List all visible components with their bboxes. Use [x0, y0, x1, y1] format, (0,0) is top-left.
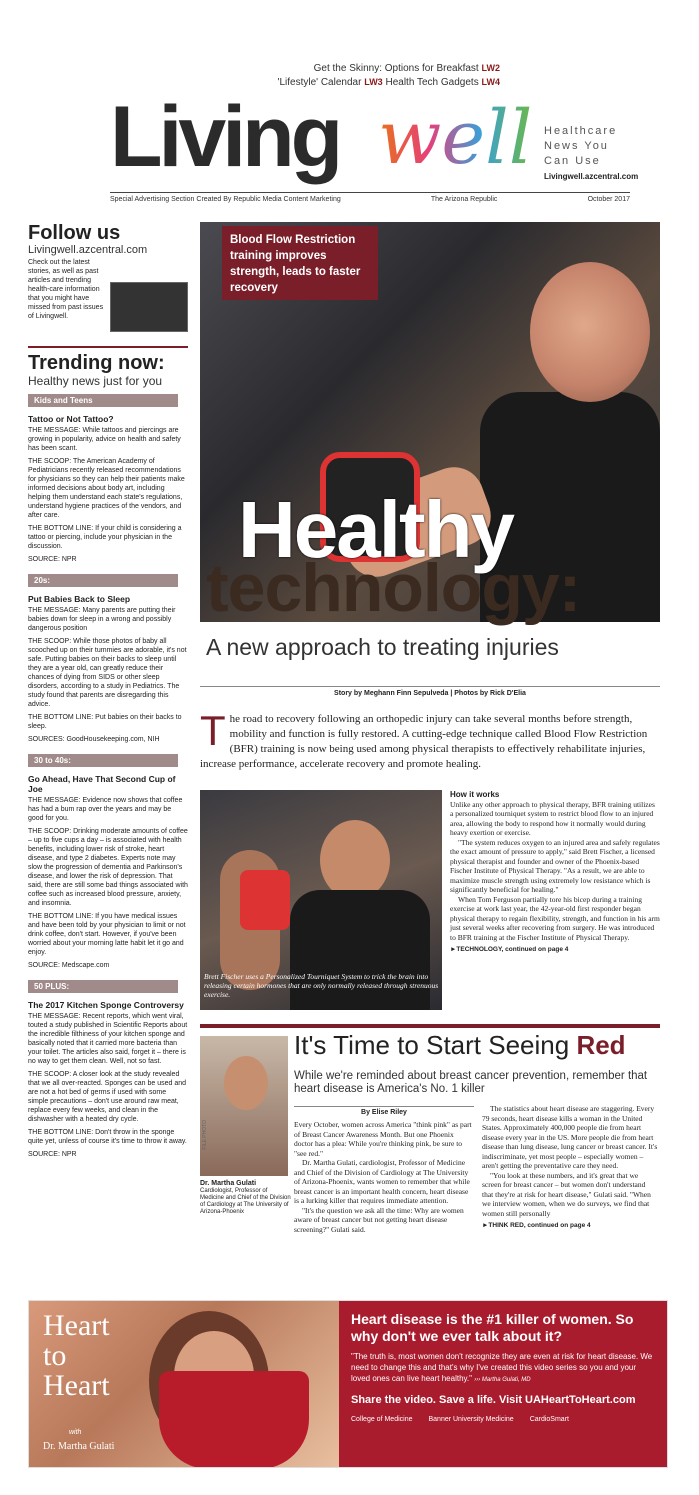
section-tag: 50 PLUS:	[28, 980, 178, 993]
section-source: SOURCE: NPR	[28, 556, 77, 563]
trending-section	[28, 568, 188, 744]
red-headline: It's Time to Start Seeing Red	[294, 1030, 626, 1060]
doctor-photo	[200, 1036, 288, 1176]
hero-face-shape	[530, 262, 650, 402]
technology-continued-link[interactable]: ►TECHNOLOGY, continued on page 4	[450, 946, 569, 953]
logo-living: Living	[110, 89, 340, 185]
red-column-1: Every October, women across America "think pink" as part of Breast Cancer Awareness Month. But one Phoenix doctor has a plea: While you're thinking pink, be sure to "see red." Dr. Martha Gulati, cardiologist, Professor of Medicine and Chief of the Division of Cardiology at The University of Arizona-Phoenix, wants women to remember that while breast cancer is an important health concern, heart disease is a lurking killer that requires immediate attention. "It's the question we ask all the time: Why are women aware of breast cancer but not getting heart disease screening?" Gulati said.	[294, 1120, 472, 1234]
headline-healthy: Healthy	[238, 485, 513, 574]
section-scoop: THE SCOOP: A closer look at the study revealed that we all over-reacted. Sponges can be used and are not a hot bed of germs if used with some simple precautions – don't use around raw meat, replace every few weeks, and clean in the dishwasher with a heated dry cycle.	[28, 1071, 186, 1123]
think-red-continued-link[interactable]: ►THINK RED, continued on page 4	[482, 1222, 591, 1229]
section-source: SOURCE: Medscape.com	[28, 962, 110, 969]
trending-section	[28, 748, 188, 970]
red-column-2: The statistics about heart disease are staggering. Every 79 seconds, heart disease kills a woman in the United States. Approximately 400,000 people die from heart disease every year in the US. More people die from heart disease than lung disease, lung cancer or breast cancer. It's indiscriminate, yet most people – especially women – aren't getting the preventative care they need. "You look at these numbers, and it's great that we screen for breast cancer – but women don't understand that they're at risk for heart disease," Gulati said. "When we interview women, when we do surveys, we find that women still personally ►THINK RED, continued on page 4	[482, 1104, 658, 1229]
trending-section	[28, 974, 188, 1159]
therapist-face-shape	[320, 820, 390, 900]
section-message: THE MESSAGE: While tattoos and piercings are growing in popularity, advice on health and safety has been scant.	[28, 427, 181, 452]
section-source: SOURCE: NPR	[28, 1151, 77, 1158]
how-it-works: How it works Unlike any other approach to physical therapy, BFR training utilizes a personalized tourniquet system to restrict blood flow to an injured area, allowing the body to respond how it normally would during heavy exertion or exercise. "The system reduces oxygen to an injured area and safely regulates the exact amount of pressure to apply," said Brett Fischer, a licensed physical therapist and founder and owner of the Phoenix-based Fischer Institute of Physical Therapy. "As a result, we are able to maximize muscle strength using extremely low resistance which is significantly beneficial for healing." When Tom Ferguson partially tore his bicep during a training exercise at work last year, the 42-year-old first responder began physical therapy to regain flexibility, strength, and function in his arm just several weeks after recovering from surgery. He was introduced to BFR training at the Fischer Institute of Physical Therapy. ►TECHNOLOGY, continued on page 4	[450, 790, 660, 953]
ad-doctor-name: Dr. Martha Gulati	[43, 1441, 115, 1452]
ad-quote: "The truth is, most women don't recognize they are even at risk for heart disease. We need to change this and that's why I've created this video series so you and your loved ones can live heart healthy." ››› Martha Gulati, MD	[351, 1352, 653, 1383]
section-tag: 20s:	[28, 574, 178, 587]
doctor-caption: Dr. Martha Gulati Cardiologist, Professor of Medicine and Chief of the Division of Cardiology at The University of Arizona-Phoenix	[200, 1180, 291, 1215]
trending-title: Trending now:	[28, 352, 165, 374]
section-tag: Kids and Teens	[28, 394, 178, 407]
doctor-face-shape	[224, 1056, 268, 1110]
section-scoop: THE SCOOP: The American Academy of Pediatricians recently released recommendations for physicians so they can help their patients make informed decisions about body art, including helping them understand each state's regulations, understand hygiene practices of the vendors, and after care.	[28, 458, 185, 519]
section-message: THE MESSAGE: Evidence now shows that coffee has had a bum rap over the years and may be good for you.	[28, 797, 183, 822]
section-bottom-line: THE BOTTOM LINE: If you have medical issues and have been told by your physician to limit or not drink coffee, don't start. However, if you've been worried about your morning latte habit let it go and enjoy.	[28, 913, 186, 956]
teaser-line-1[interactable]: Get the Skinny: Options for Breakfast LW2	[313, 63, 500, 74]
masthead-tagline: Healthcare News You Can Use	[544, 125, 618, 167]
follow-site[interactable]: Livingwell.azcentral.com	[28, 244, 148, 256]
follow-text: Check out the latest stories, as well as past articles and trending health-care information that you might have missed from past issues of Livingwell.	[28, 259, 104, 320]
section-title: Go Ahead, Have That Second Cup of Joe	[28, 774, 176, 794]
section-message: THE MESSAGE: Many parents are putting their babies down for sleep in a wrong and possibly dangerous position	[28, 607, 176, 632]
section-tag: 30 to 40s:	[28, 754, 178, 767]
hero-callout: Blood Flow Restriction training improves strength, leads to faster recovery	[222, 226, 378, 300]
trending-sub: Healthy news just for you	[28, 374, 163, 388]
feature-byline: Story by Meghann Finn Sepulveda | Photos by Rick D'Elia	[200, 686, 660, 697]
ad-headline: Heart disease is the #1 killer of women. So why don't we ever talk about it?	[351, 1311, 634, 1344]
ad-cta-link[interactable]: Share the video. Save a life. Visit UAHeartToHeart.com	[351, 1394, 636, 1406]
teaser-line-2[interactable]: 'Lifestyle' Calendar LW3 Health Tech Gadgets LW4	[277, 77, 500, 88]
therapy-caption: Brett Fischer uses a Personalized Tourniquet System to trick the brain into releasing certain hormones that are only normally released through strenuous exercise.	[204, 972, 439, 999]
feature-lead: The road to recovery following an orthopedic injury can take several months before strength, mobility and function is fully restored. A cutting-edge technique called Blood Flow Restriction (BFR) training is now being used among physical therapists to effectively rehabilitate injuries, increase performance, accelerate recovery and promote healing.	[200, 707, 648, 770]
photo-credit: FILE PHOTO	[202, 1120, 208, 1150]
section-source: SOURCES: GoodHousekeeping.com, NIH	[28, 736, 160, 743]
logo-well: well	[378, 95, 533, 181]
section-divider	[200, 1024, 660, 1028]
masthead-strip: Special Advertising Section Created By Republic Media Content Marketing The Arizona Republic October 2017	[110, 192, 630, 203]
section-scoop: THE SCOOP: While those photos of baby all scooched up on their tummies are adorable, it's not safe. Putting babies on their backs to sleep until they are a year old, can greatly reduce their chances of dying from SIDS or other sleep disorders, according to a study in Pediatrics. The study found that parents are disregarding this advice.	[28, 638, 187, 708]
trending-section	[28, 388, 188, 564]
ad-copy	[339, 1301, 668, 1468]
website-thumbnail[interactable]	[110, 282, 188, 332]
cuff-shape	[240, 870, 290, 930]
ad-photo: Heart to Heart with Dr. Martha Gulati	[29, 1301, 339, 1468]
heart-to-heart-ad[interactable]	[28, 1300, 668, 1468]
ad-cup-shape	[159, 1371, 309, 1468]
section-bottom-line: THE BOTTOM LINE: If your child is considering a tattoo or piercing, include your physician in the discussion.	[28, 525, 182, 550]
sidebar	[28, 222, 188, 1163]
section-bottom-line: THE BOTTOM LINE: Don't throw in the sponge quite yet, unless of course it's time to throw it away.	[28, 1129, 187, 1145]
section-message: THE MESSAGE: Recent reports, which went viral, touted a study published in Scientific Reports about the incredible filthiness of your kitchen sponge and basically noted that it carried more bacteria than your toilet. The articles also said, forget it – there is no way to get them clean. Well, not so fast.	[28, 1013, 188, 1065]
red-byline: By Elise Riley	[294, 1106, 474, 1116]
ad-title: Heart to Heart	[43, 1309, 110, 1402]
headline-technology: technology:	[206, 550, 581, 626]
ad-logos: College of Medicine Banner University Medicine CardioSmart	[351, 1416, 569, 1423]
section-title: The 2017 Kitchen Sponge Controversy	[28, 1000, 184, 1010]
section-bottom-line: THE BOTTOM LINE: Put babies on their backs to sleep.	[28, 714, 182, 730]
feature-deck: A new approach to treating injuries	[206, 634, 559, 660]
follow-title: Follow us	[28, 222, 121, 244]
section-title: Tattoo or Not Tattoo?	[28, 414, 114, 424]
section-title: Put Babies Back to Sleep	[28, 594, 131, 604]
red-deck: While we're reminded about breast cancer prevention, remember that heart disease is America's No. 1 killer	[294, 1070, 648, 1095]
masthead-site-link[interactable]: Livingwell.azcentral.com	[544, 172, 639, 181]
section-scoop: THE SCOOP: Drinking moderate amounts of coffee – up to five cups a day – is associated with health benefits, including lower risk of stroke, heart disease, and type 2 diabetes. Experts note may slow the progression of dementia and Parkinson's disease, and lower the risk of depression. That said, there are still some bad things associated with coffee such as increased blood pressure, anxiety, and insomnia.	[28, 828, 188, 907]
